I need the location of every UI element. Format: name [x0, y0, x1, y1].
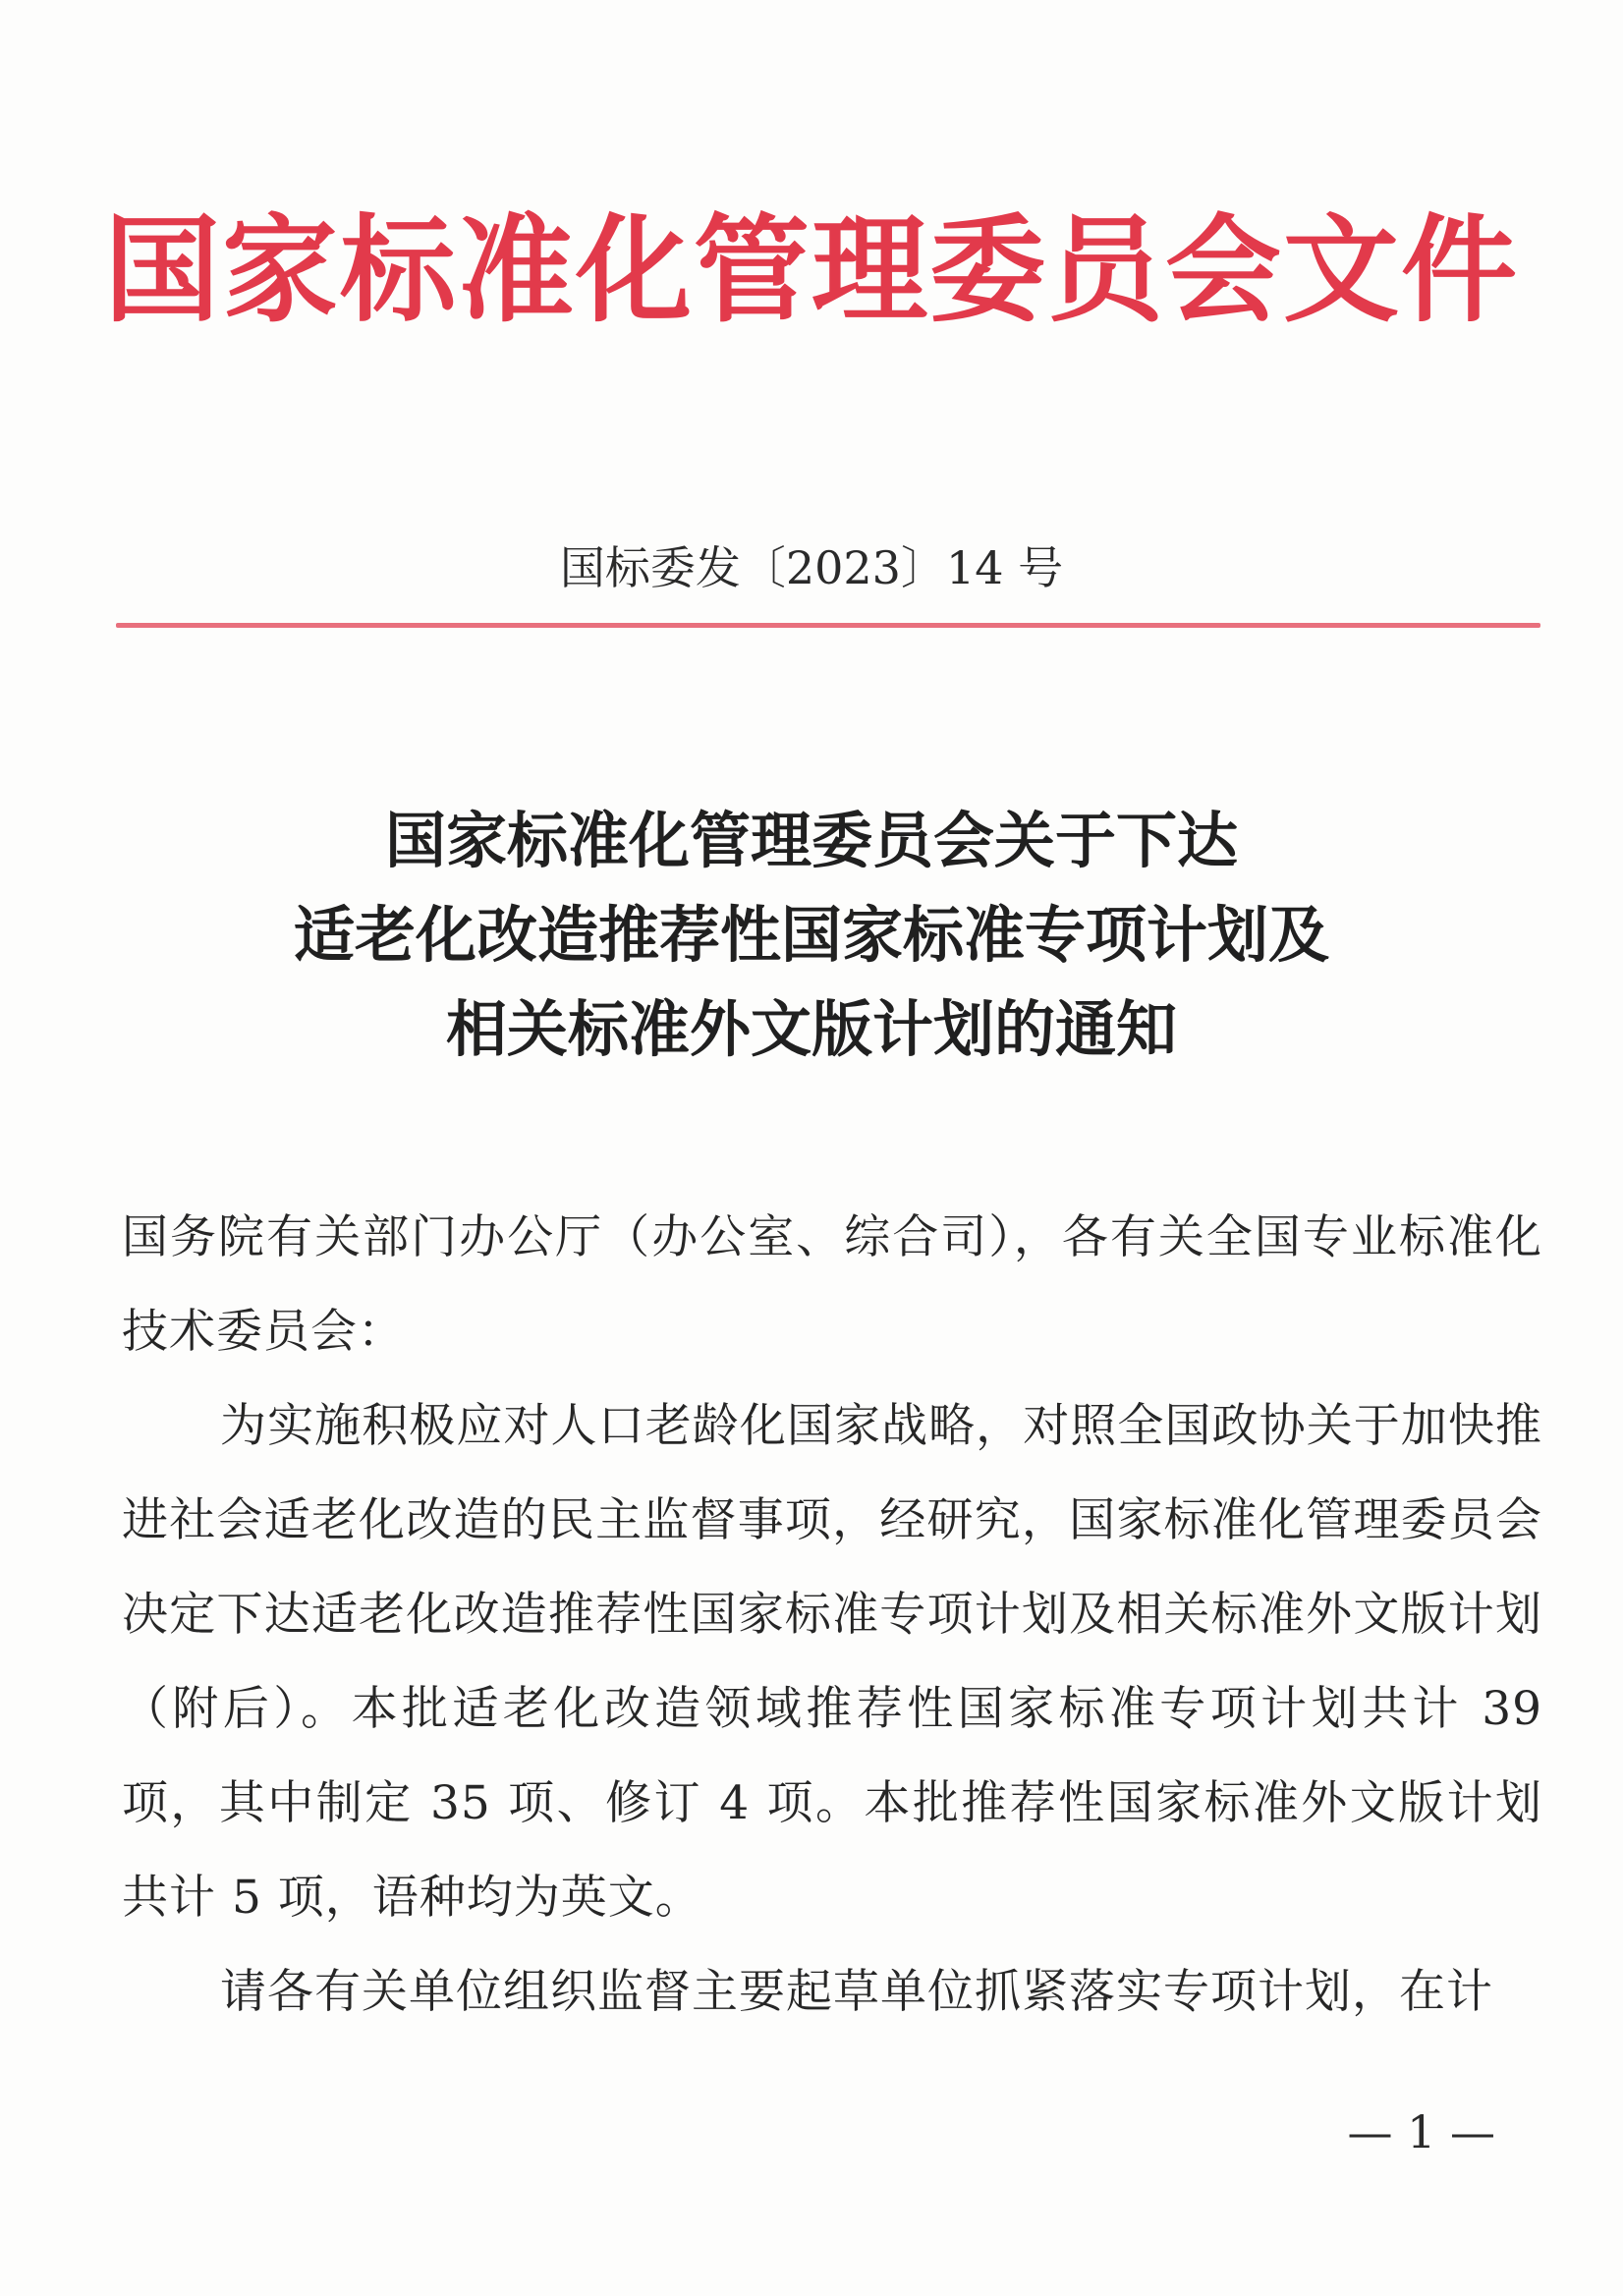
- title-line-2: 适老化改造推荐性国家标准专项计划及: [293, 899, 1329, 971]
- title-line-1: 国家标准化管理委员会关于下达: [384, 805, 1238, 876]
- notice-title: [0, 794, 1623, 1077]
- body-paragraph-1: 为实施积极应对人口老龄化国家战略，对照全国政协关于加快推进社会适老化改造的民主监督事项，经研究，国家标准化管理委员会决定下达适老化改造推荐性国家标准专项计划及相关标准外文版计划（附后）。本批适老化改造领域推荐性国家标准专项计划共计 39 项，其中制定 35 项、修订 4 项。本批推荐性国家标准外文版计划共计 5 项，语种均为英文。: [122, 1399, 1542, 1925]
- red-divider-line: [116, 623, 1540, 628]
- title-line-3: 相关标准外文版计划的通知: [445, 993, 1177, 1065]
- agency-banner: 国家标准化管理委员会文件: [103, 202, 1519, 338]
- page-number: — 1 —: [1347, 2105, 1495, 2158]
- document-number: 国标委发〔2023〕14 号: [559, 541, 1064, 594]
- body-paragraph-2: 请各有关单位组织监督主要起草单位抓紧落实专项计划，在计: [220, 1965, 1493, 2019]
- notice-body: [122, 1191, 1542, 2040]
- addressee-paragraph: 国务院有关部门办公厅（办公室、综合司），各有关全国专业标准化技术委员会：: [122, 1210, 1542, 1359]
